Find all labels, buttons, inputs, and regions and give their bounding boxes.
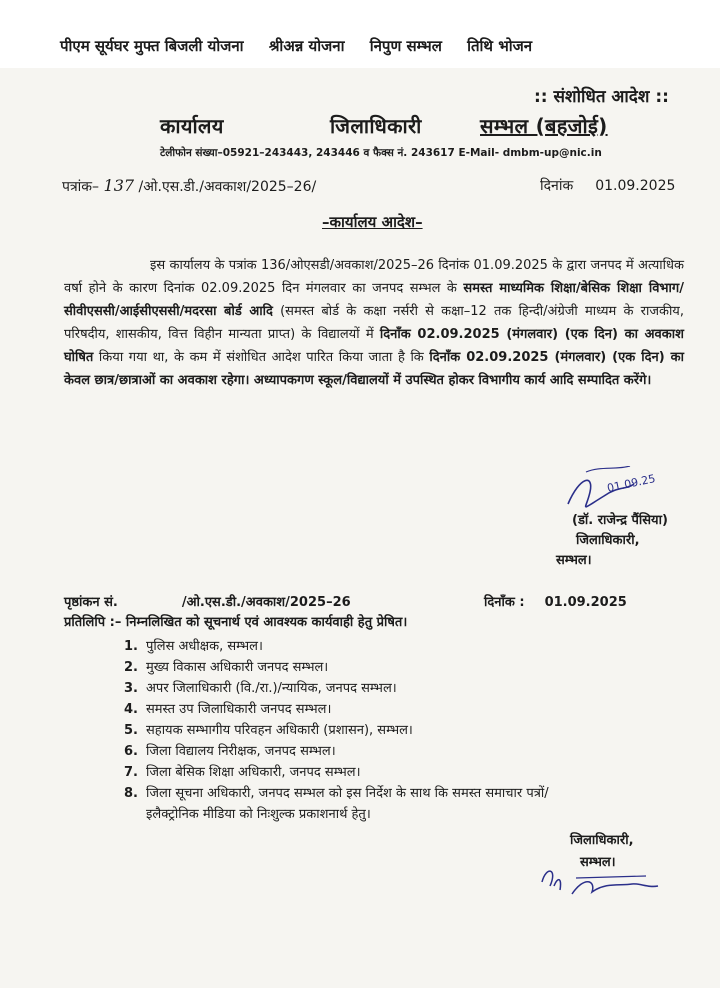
list-item-text: समस्त उप जिलाधिकारी जनपद सम्भल।: [146, 702, 332, 717]
signatory2-designation: जिलाधिकारी,: [570, 833, 634, 848]
list-item: [124, 720, 549, 741]
reference-handwritten-number: 137: [103, 176, 135, 195]
list-item-text: पुलिस अधीक्षक, सम्भल।: [146, 639, 263, 654]
body-text-3: किया गया था, के कम में संशोधित आदेश पारित किया जाता है कि: [93, 350, 430, 365]
signatory-name: (डॉ. राजेन्द्र पैंसिया): [572, 513, 668, 528]
list-item-text: जिला विद्यालय निरीक्षक, जनपद सम्भल।: [146, 744, 336, 759]
list-item-number: 5.: [124, 723, 138, 738]
list-item-number: 2.: [124, 660, 138, 675]
endorsement-date-value: 01.09.2025: [544, 595, 627, 610]
body-text-1: इस कार्यालय के पत्रांक 136/ओएसडी/अवकाश/2025–26 दिनांक 01.09.2025 के द्वारा जनपद में अत्याधिक वर्षा होने के कारण दिनांक 02.09.2025 दिन मंगलवार का जनपद सम्भल के: [64, 258, 684, 296]
body-bold-boards: समस्त माध्यमिक शिक्षा/बेसिक शिक्षा विभाग/सीवीएससी/आईसीएससी/मदरसा बोर्ड आदि: [64, 281, 684, 319]
order-document: [0, 68, 720, 988]
scheme-link-nipun[interactable]: निपुण सम्भल: [369, 37, 442, 55]
order-title: –कार्यालय आदेश–: [322, 213, 423, 231]
list-item: [124, 783, 549, 804]
body-bold-revision: दिनाँक 02.09.2025 (मंगलवार) (एक दिन) का केवल छात्र/छात्राओं का अवकाश रहेगा। अध्यापकगण स्कूल/विद्यालयों में उपस्थित होकर विभागीय कार्य आदि सम्पादित करेंगे।: [64, 350, 684, 388]
letterhead-office: [160, 112, 608, 139]
reference-date-value: 01.09.2025: [595, 178, 676, 194]
list-item-text: सहायक सम्भागीय परिवहन अधिकारी (प्रशासन), सम्भल।: [146, 723, 413, 738]
officer-word: जिलाधिकारी: [330, 114, 422, 138]
scheme-link-surya-ghar[interactable]: पीएम सूर्यघर मुफ्त बिजली योजना: [60, 37, 244, 55]
endorsement-ref: /ओ.एस.डी./अवकाश/2025–26: [181, 595, 351, 610]
list-item-number: 3.: [124, 681, 138, 696]
endorsement-label: पृष्ठांकन सं.: [64, 595, 118, 610]
list-item-text: जिला बेसिक शिक्षा अधिकारी, जनपद सम्भल।: [146, 765, 361, 780]
list-item-text: जिला सूचना अधिकारी, जनपद सम्भल को इस निर्देश के साथ कि समस्त समाचार पत्रों/: [146, 786, 549, 801]
endorsement-number: [64, 592, 351, 610]
list-item-number: 4.: [124, 702, 138, 717]
copy-heading: प्रतिलिपि :– निम्नलिखित को सूचनार्थ एवं आवश्यक कार्यवाही हेतु प्रेषित।: [64, 615, 408, 630]
copy-list: [124, 636, 549, 825]
signature-scribble-2: [536, 856, 666, 906]
letterhead-contact: टेलीफोन संख्या–05921–243443, 243446 व फैक्स नं. 243617 E-Mail- dmbm-up@nic.in: [160, 147, 602, 159]
revised-order-label: :: संशोधित आदेश ::: [534, 87, 669, 107]
list-item-text: मुख्य विकास अधिकारी जनपद सम्भल।: [146, 660, 329, 675]
top-banner: [0, 0, 720, 69]
list-item: [124, 699, 549, 720]
list-item-number: 8.: [124, 786, 138, 801]
signatory-place: सम्भल।: [556, 553, 592, 568]
scheme-links: [60, 36, 552, 56]
list-item: [124, 678, 549, 699]
signatory2-place: सम्भल।: [580, 855, 616, 870]
reference-date: [540, 176, 675, 195]
body-bold-holiday: दिनाँक 02.09.2025 (मंगलवार) (एक दिन) का अवकाश घोषित: [64, 327, 684, 365]
list-item: [124, 741, 549, 762]
signature-date: 01.09.25: [605, 472, 657, 495]
endorsement-date: [484, 592, 627, 610]
list-item: [124, 657, 549, 678]
list-item-number: 6.: [124, 744, 138, 759]
office-place: सम्भल (बहजोई): [480, 114, 608, 138]
scheme-link-tithi-bhojan[interactable]: तिथि भोजन: [467, 37, 533, 55]
body-text-2: (समस्त बोर्ड के कक्षा नर्सरी से कक्षा–12 तक हिन्दी/अंग्रेजी माध्यम के राजकीय, परिषदीय, शासकीय, वित्त विहीन मान्यता प्राप्त) के विद्यालयों में: [64, 304, 684, 342]
list-item-number: 7.: [124, 765, 138, 780]
order-body: [64, 254, 684, 392]
list-item-number: 1.: [124, 639, 138, 654]
list-item: [124, 636, 549, 657]
signatory-designation: जिलाधिकारी,: [576, 533, 640, 548]
scheme-link-shri-ann[interactable]: श्रीअन्न योजना: [268, 37, 345, 55]
list-item: [124, 762, 549, 783]
reference-number: [62, 176, 316, 196]
signature-scribble-1: [560, 466, 680, 516]
reference-prefix: पत्रांक–: [62, 179, 100, 195]
reference-suffix: /ओ.एस.डी./अवकाश/2025–26/: [138, 179, 317, 195]
list-item-text: अपर जिलाधिकारी (वि./रा.)/न्यायिक, जनपद सम्भल।: [146, 681, 397, 696]
reference-date-label: दिनांक: [540, 178, 574, 194]
list-item-continuation: इलैक्ट्रोनिक मीडिया को निःशुल्क प्रकाशनार्थ हेतु।: [146, 807, 371, 822]
office-word: कार्यालय: [160, 114, 224, 138]
endorsement-date-label: दिनाँक :: [484, 595, 525, 610]
